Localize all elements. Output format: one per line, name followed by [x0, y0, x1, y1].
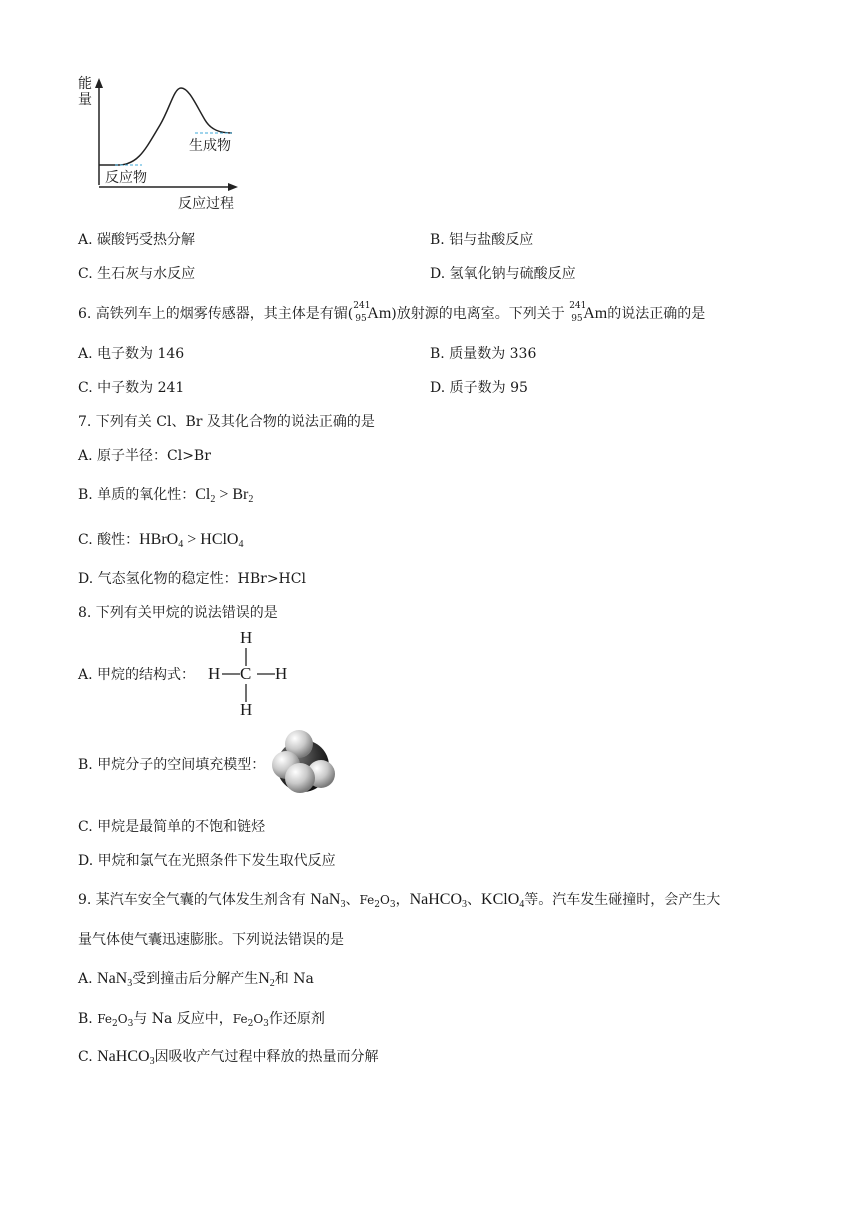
q8-stem: 8. 下列有关甲烷的说法错误的是	[78, 605, 278, 621]
formula-fe2o3: $Fe_2O_3$	[232, 1012, 269, 1029]
y-axis-arrow	[95, 78, 103, 88]
formula-nahco3: NaHCO$_3$	[409, 891, 468, 910]
q7-b-formula: $Cl_2 > Br_2$	[195, 486, 254, 505]
q9-option-c: C. NaHCO$_3$因吸收产气过程中释放的热量而分解	[78, 1048, 379, 1067]
q6-stem	[78, 301, 706, 324]
q7-option-b	[78, 485, 253, 510]
formula-fe2o3: $Fe_2O_3$	[97, 1012, 134, 1029]
nuclide-z: 95	[571, 314, 583, 324]
product-label: 生成物	[189, 138, 231, 154]
y-axis-label: 能量	[78, 76, 92, 108]
formula-kclo4: KClO$_4$	[481, 891, 525, 910]
hydrogen-sphere-bottom	[285, 763, 315, 793]
q8-option-c: C. 甲烷是最简单的不饱和链烃	[78, 819, 266, 835]
atom-h-top: H	[240, 628, 253, 647]
methane-space-filling-model	[250, 728, 360, 798]
formula-fe2o3: $Fe_2O_3$	[359, 893, 396, 910]
formula-nan3: NaN$_3$	[310, 891, 346, 910]
q6-stem-part1: 6. 高铁列车上的烟雾传感器，其主体是有镅(	[78, 306, 354, 322]
q8-option-a: A. 甲烷的结构式：	[78, 667, 196, 683]
q7-c-text: C. 酸性：	[78, 532, 140, 548]
nuclide-symbol: Am	[583, 305, 608, 322]
q9-stem-line2: 量气体使气囊迅速膨胀。下列说法错误的是	[78, 932, 344, 948]
q5-option-c: C. 生石灰与水反应	[78, 266, 196, 282]
nuclide-am-2	[569, 301, 587, 324]
q6-option-b: B. 质量数为 336	[430, 346, 537, 362]
nuclide-z: 95	[355, 314, 367, 324]
atom-h-bottom: H	[240, 700, 253, 719]
formula-nahco3: NaHCO$_3$	[97, 1048, 155, 1067]
nuclide-am-1	[353, 301, 371, 324]
nuclide-mass: 241	[569, 301, 587, 311]
q6-option-d: D. 质子数为 95	[430, 380, 528, 396]
q5-option-b: B. 铝与盐酸反应	[430, 232, 534, 248]
atom-h-left: H	[208, 664, 221, 683]
q7-option-c	[78, 530, 243, 555]
q9-stem-line1: 9. 某汽车安全气囊的气体发生剂含有 NaN$_3$、$Fe_2O_3$，NaHCO$_3$、KClO$_4$等。汽车发生碰撞时，会产生大	[78, 891, 721, 910]
q7-option-d: D. 气态氢化物的稳定性：HBr>HCl	[78, 571, 306, 587]
q5-option-a: A. 碳酸钙受热分解	[78, 232, 196, 248]
formula-n2: $N_2$	[258, 970, 275, 989]
q6-option-a: A. 电子数为 146	[78, 346, 185, 362]
nuclide-symbol: Am	[367, 305, 392, 322]
q9-option-b: B. $Fe_2O_3$与 Na 反应中，$Fe_2O_3$作还原剂	[78, 1011, 325, 1029]
q8-option-d: D. 甲烷和氯气在光照条件下发生取代反应	[78, 853, 336, 869]
reactant-label: 反应物	[105, 170, 147, 186]
q6-stem-part3: 的说法正确的是	[607, 306, 706, 322]
methane-bonds	[205, 628, 305, 723]
q7-b-text: B. 单质的氧化性：	[78, 487, 196, 503]
atom-h-right: H	[275, 664, 288, 683]
q7-stem: 7. 下列有关 Cl、Br 及其化合物的说法正确的是	[78, 414, 375, 430]
methane-structural-formula	[205, 628, 305, 723]
x-axis-arrow	[228, 183, 238, 191]
atom-c: C	[240, 664, 252, 683]
q8-option-b: B. 甲烷分子的空间填充模型：	[78, 757, 266, 773]
q7-option-a: A. 原子半径：Cl>Br	[78, 448, 211, 464]
q9-option-a: A. NaN$_3$受到撞击后分解产生$N_2$和 Na	[78, 970, 314, 989]
q5-option-d: D. 氢氧化钠与硫酸反应	[430, 266, 576, 282]
formula-nan3: NaN$_3$	[97, 970, 133, 989]
q7-c-formula: HBrO$_4$ > HClO$_4$	[139, 531, 244, 550]
nuclide-mass: 241	[353, 301, 371, 311]
q6-stem-part2: )放射源的电离室。下列关于	[391, 306, 565, 322]
x-axis-label: 反应过程	[178, 196, 234, 212]
q6-option-c: C. 中子数为 241	[78, 380, 185, 396]
